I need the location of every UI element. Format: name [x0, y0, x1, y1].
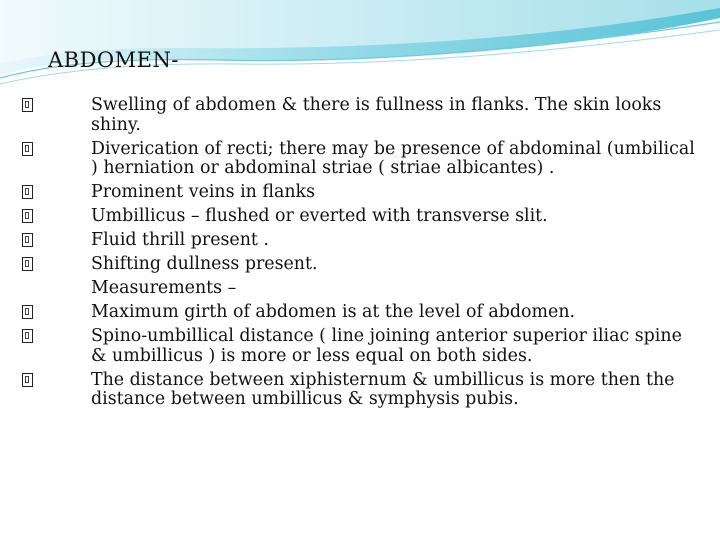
list-item: [22, 140, 702, 179]
list-item-text: The distance between xiphisternum & umbillicus is more then the distance between umbillicus & symphysis pubis.: [91, 369, 675, 409]
list-item: [22, 183, 702, 203]
list-item-text: Umbillicus – flushed or everted with transverse slit.: [91, 206, 548, 226]
list-item-text: Maximum girth of abdomen is at the level of abdomen.: [91, 302, 576, 322]
list-item-text: Measurements –: [91, 278, 237, 298]
square-bullet-icon: [22, 373, 33, 387]
list-item: [22, 207, 702, 227]
list-item-text: Swelling of abdomen & there is fullness in flanks. The skin looks shiny.: [91, 95, 662, 135]
list-item: [22, 371, 702, 410]
list-item: [22, 255, 702, 275]
square-bullet-icon: [22, 329, 33, 343]
square-bullet-icon: [22, 98, 33, 112]
list-item-text: Spino-umbillical distance ( line joining anterior superior iliac spine & umbillicus ) is more or less equal on both sides.: [91, 326, 682, 366]
list-item: [22, 303, 702, 323]
list-item-text: Shifting dullness present.: [91, 254, 318, 274]
square-bullet-icon: [22, 305, 33, 319]
list-item: [22, 96, 702, 135]
list-item-text: Prominent veins in flanks: [91, 182, 315, 202]
list-item: [22, 231, 702, 251]
list-item: [22, 279, 702, 299]
list-item-text: Diverication of recti; there may be presence of abdominal (umbilical ) herniation or abdominal striae ( striae albicantes) .: [91, 138, 695, 178]
header-wave-decoration: [0, 0, 720, 90]
bullet-list: [22, 96, 702, 414]
square-bullet-icon: [22, 185, 33, 199]
slide-title: ABDOMEN-: [48, 48, 179, 72]
square-bullet-icon: [22, 233, 33, 247]
list-item: [22, 327, 702, 366]
square-bullet-icon: [22, 209, 33, 223]
square-bullet-icon: [22, 142, 33, 156]
square-bullet-icon: [22, 257, 33, 271]
list-item-text: Fluid thrill present .: [91, 230, 269, 250]
